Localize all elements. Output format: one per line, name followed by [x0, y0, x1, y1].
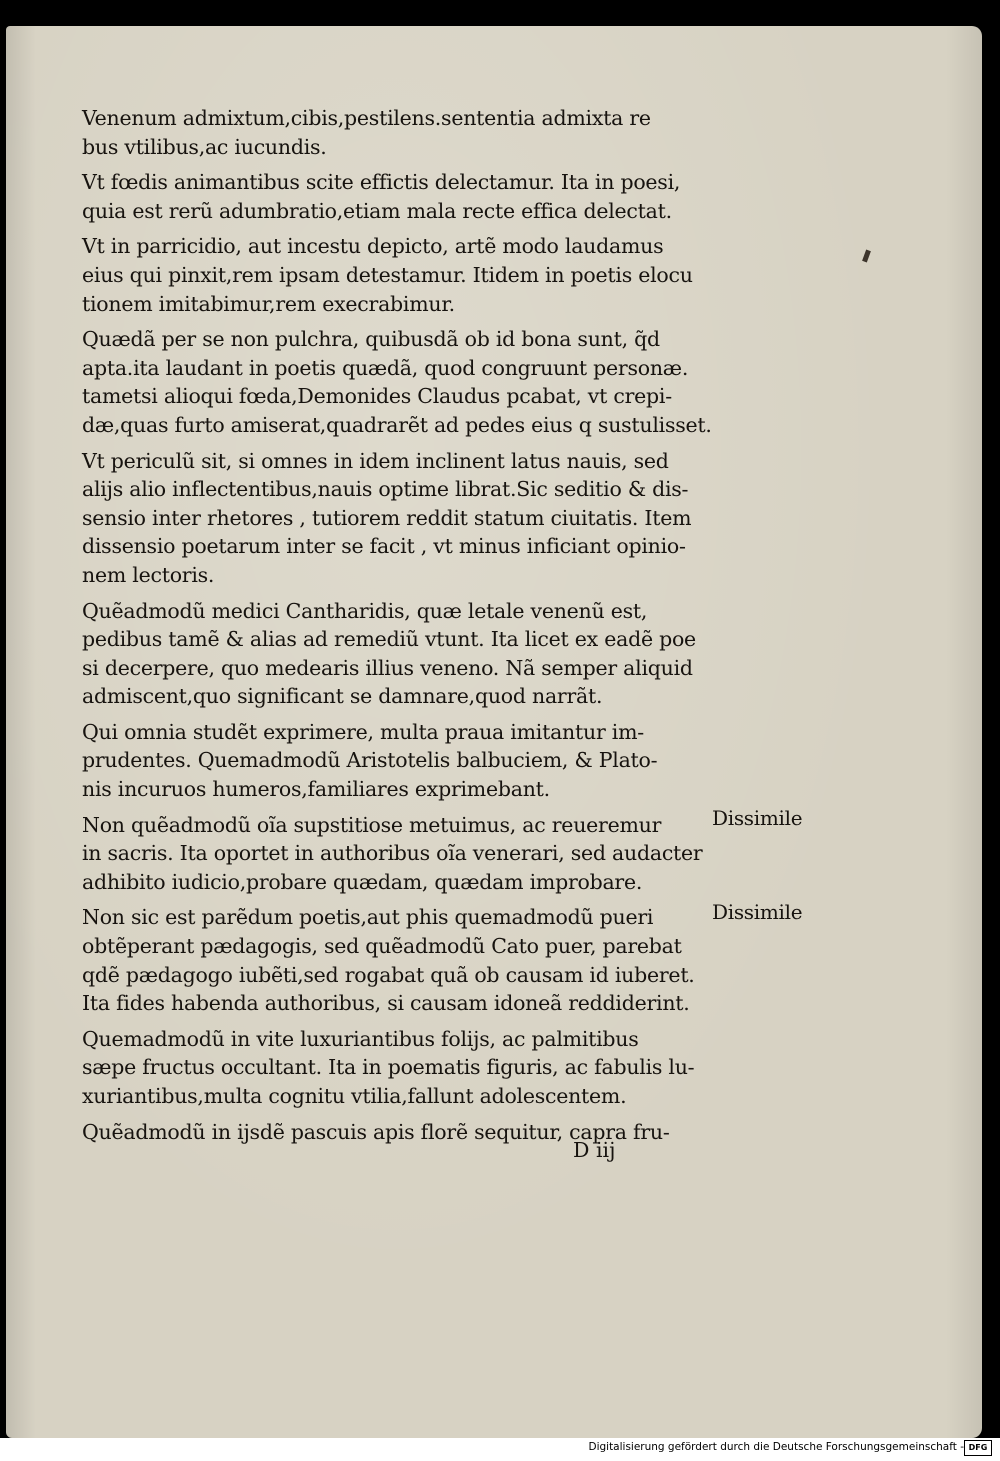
text-line: dæ,quas furto amiserat,quadrarẽt ad pedes eius q sustulisset. — [82, 412, 712, 437]
text-line: Quẽadmodũ in ijsdẽ pascuis apis florẽ sequitur, capra fru- — [82, 1119, 670, 1144]
text-line: Ita fides habenda authoribus, si causam idoneã reddiderint. — [82, 991, 690, 1016]
marginal-note-dissimile-2: Dissimile — [712, 900, 803, 924]
paragraph — [82, 718, 742, 804]
ink-mark — [862, 250, 871, 263]
text-line: xuriantibus,multa cognitu vtilia,fallunt adolescentem. — [82, 1084, 627, 1108]
body-text — [82, 104, 742, 1153]
text-line: eius qui pinxit,rem ipsam detestamur. Itidem in poetis elocu — [82, 262, 693, 287]
text-line: tionem imitabimur,rem execrabimur. — [82, 291, 455, 316]
paragraph — [82, 597, 742, 711]
signature-mark: D iij — [573, 1138, 616, 1162]
text-line: in sacris. Ita oportet in authoribus oĩa venerari, sed audacter — [82, 841, 703, 866]
paragraph — [82, 447, 742, 590]
text-line: apta.ita laudant in poetis quædã, quod congruunt personæ. — [82, 355, 689, 380]
paragraph — [82, 168, 742, 225]
marginal-note-dissimile-1: Dissimile — [712, 806, 803, 830]
text-line: Non sic est parẽdum poetis,aut phis quemadmodũ pueri — [82, 905, 654, 930]
text-line: admiscent,quo significant se damnare,quod narrãt. — [82, 684, 603, 709]
text-line: Vt fœdis animantibus scite effictis delectamur. Ita in poesi, — [82, 170, 681, 195]
paragraph — [82, 325, 742, 439]
text-line: pedibus tamẽ & alias ad remediũ vtunt. Ita licet ex eadẽ poe — [82, 627, 696, 652]
paragraph — [82, 811, 742, 897]
text-line: sæpe fructus occultant. Ita in poematis figuris, ac fabulis lu- — [82, 1055, 695, 1080]
text-line: obtẽperant pædagogis, sed quẽadmodũ Cato puer, parebat — [82, 934, 682, 959]
paragraph — [82, 1118, 742, 1147]
text-line: nis incuruos humeros,familiares exprimebant. — [82, 777, 550, 802]
text-line: Non quẽadmodũ oĩa supstitiose metuimus, ac reueremur — [82, 812, 662, 837]
text-line: si decerpere, quo medearis illius veneno. Nã semper aliquid — [82, 655, 693, 680]
paragraph — [82, 104, 742, 161]
digitization-footer — [0, 1438, 1000, 1461]
text-line: tametsi alioqui fœda,Demonides Claudus pcabat, vt crepi- — [82, 384, 672, 409]
text-line: Quædã per se non pulchra, quibusdã ob id bona sunt, q̃d — [82, 327, 660, 352]
paragraph — [82, 232, 742, 318]
text-line: Vt periculũ sit, si omnes in idem inclinent latus nauis, sed — [82, 448, 669, 473]
paragraph — [82, 1025, 742, 1111]
paragraph — [82, 903, 742, 1017]
text-line: sensio inter rhetores , tutiorem reddit statum ciuitatis. Item — [82, 505, 692, 530]
text-line: Quemadmodũ in vite luxuriantibus folijs, ac palmitibus — [82, 1026, 639, 1051]
text-line: Qui omnia studẽt exprimere, multa praua imitantur im- — [82, 719, 644, 744]
text-line: bus vtilibus,ac iucundis. — [82, 134, 327, 159]
text-line: Quẽadmodũ medici Cantharidis, quæ letale venenũ est, — [82, 598, 648, 623]
text-line: Venenum admixtum,cibis,pestilens.sententia admixta re — [82, 106, 651, 130]
text-line: Vt in parricidio, aut incestu depicto, artẽ modo laudamus — [82, 234, 664, 259]
text-line: adhibito iudicio,probare quædam, quædam improbare. — [82, 869, 643, 894]
dfg-logo: DFG — [964, 1440, 992, 1456]
text-line: quia est rerũ adumbratio,etiam mala recte effica delectat. — [82, 198, 672, 223]
text-line: nem lectoris. — [82, 562, 215, 587]
text-line: alijs alio inflectentibus,nauis optime librat.Sic seditio & dis- — [82, 477, 689, 502]
funding-credit: Digitalisierung gefördert durch die Deutsche Forschungsgemeinschaft - — [588, 1441, 964, 1453]
text-line: qdẽ pædagogo iubẽti,sed rogabat quã ob causam id iuberet. — [82, 962, 695, 987]
text-line: prudentes. Quemadmodũ Aristotelis balbuciem, & Plato- — [82, 748, 658, 773]
text-line: dissensio poetarum inter se facit , vt minus inficiant opinio- — [82, 534, 686, 559]
